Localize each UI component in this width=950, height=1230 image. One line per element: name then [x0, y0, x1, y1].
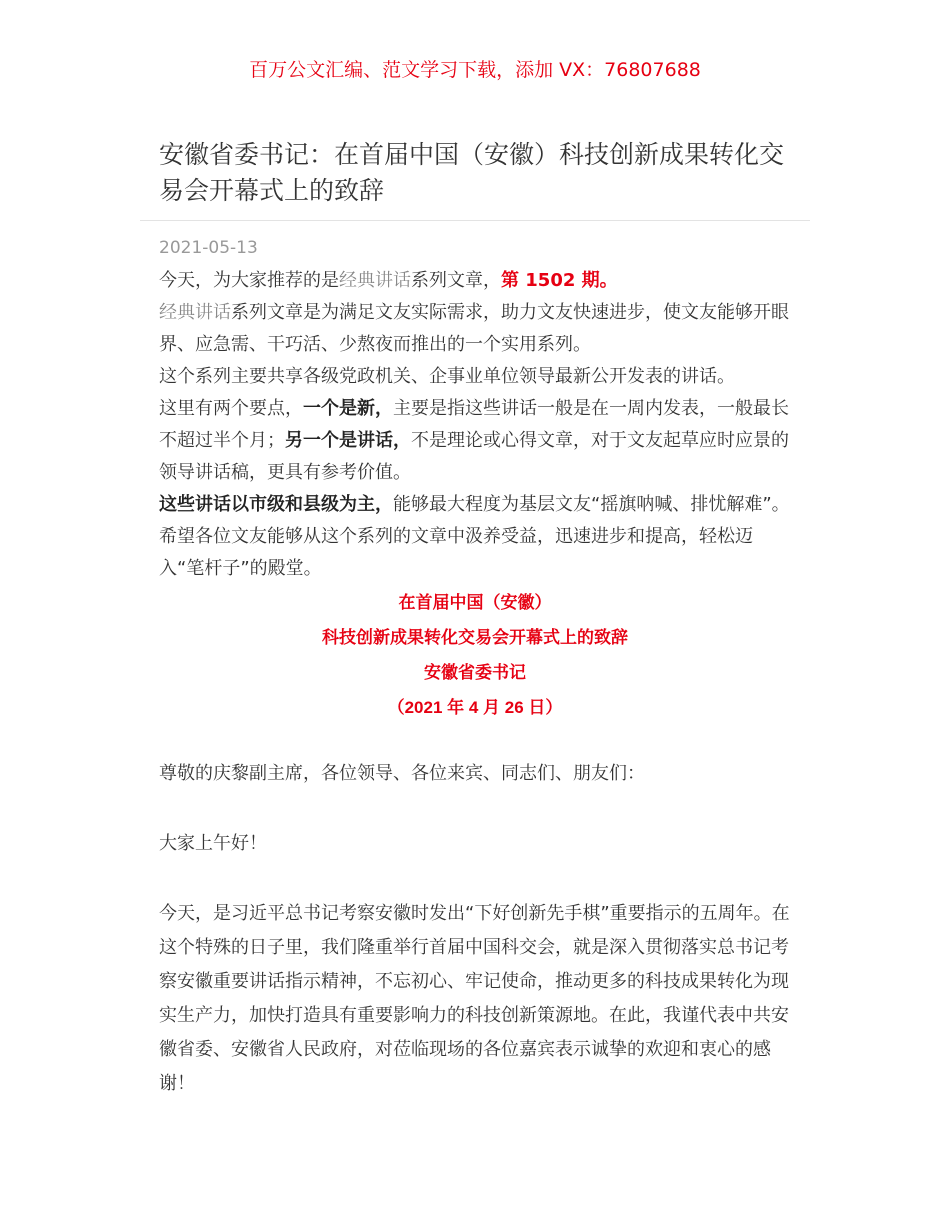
bold-text: 这些讲话以市级和县级为主， [159, 494, 393, 515]
series-name: 经典讲话 [339, 270, 411, 291]
bold-text: 另一个是讲话， [285, 430, 411, 451]
greeting: 大家上午好！ [159, 833, 267, 854]
issue-number: 第 1502 期。 [501, 270, 618, 291]
series-name: 经典讲话 [159, 302, 231, 323]
text: 不是理论或心得文章，对于文友起草应时应景的领导讲话稿，更具有参考价值。 [159, 430, 789, 483]
text: 系列文章， [411, 270, 501, 291]
intro-paragraph [159, 297, 795, 361]
heading-date: （2021 年 4 月 26 日） [387, 698, 563, 717]
promo-banner: 百万公文汇编、范文学习下载，添加 VX：76807688 [249, 59, 701, 81]
text: 今天，为大家推荐的是 [159, 270, 339, 291]
text: 这里有两个要点， [159, 398, 303, 419]
intro-paragraph: 这个系列主要共享各级党政机关、企事业单位领导最新公开发表的讲话。 [159, 366, 735, 387]
speech-body [159, 757, 795, 1137]
text: 主要是指这些讲话一般是在一周内发表，一般最长不超过半个月； [159, 398, 789, 451]
divider [140, 220, 810, 221]
intro-paragraph [159, 393, 795, 489]
text: 能够最大程度为基层文友“摇旗呐喊、排忧解难”。希望各位文友能够从这个系列的文章中汲养受益，迅速进步和提高，轻松迈入“笔杆子”的殿堂。 [159, 494, 790, 579]
speech-heading [0, 585, 950, 725]
text: 系列文章是为满足文友实际需求，助力文友快速进步，使文友能够开眼界、应急需、干巧活、少熬夜而推出的一个实用系列。 [159, 302, 789, 355]
heading-line: 安徽省委书记 [424, 663, 526, 682]
salutation: 尊敬的庆黎副主席，各位领导、各位来宾、同志们、朋友们： [159, 763, 645, 784]
article-title: 安徽省委书记：在首届中国（安徽）科技创新成果转化交易会开幕式上的致辞 [159, 140, 785, 205]
intro-paragraph [159, 489, 795, 585]
intro-section [159, 265, 795, 585]
heading-line: 在首届中国（安徽） [398, 593, 552, 612]
body-paragraph: 今天，是习近平总书记考察安徽时发出“下好创新先手棋”重要指示的五周年。在这个特殊的日子里，我们隆重举行首届中国科交会，就是深入贯彻落实总书记考察安徽重要讲话指示精神，不忘初心、牢记使命，推动更多的科技成果转化为现实生产力，加快打造具有重要影响力的科技创新策源地。在此，我谨代表中共安徽省委、安徽省人民政府，对莅临现场的各位嘉宾表示诚挚的欢迎和衷心的感谢！ [159, 903, 790, 1094]
bold-text: 一个是新， [303, 398, 393, 419]
heading-line: 科技创新成果转化交易会开幕式上的致辞 [322, 628, 628, 647]
publish-date: 2021-05-13 [159, 238, 258, 258]
intro-paragraph [159, 265, 795, 297]
